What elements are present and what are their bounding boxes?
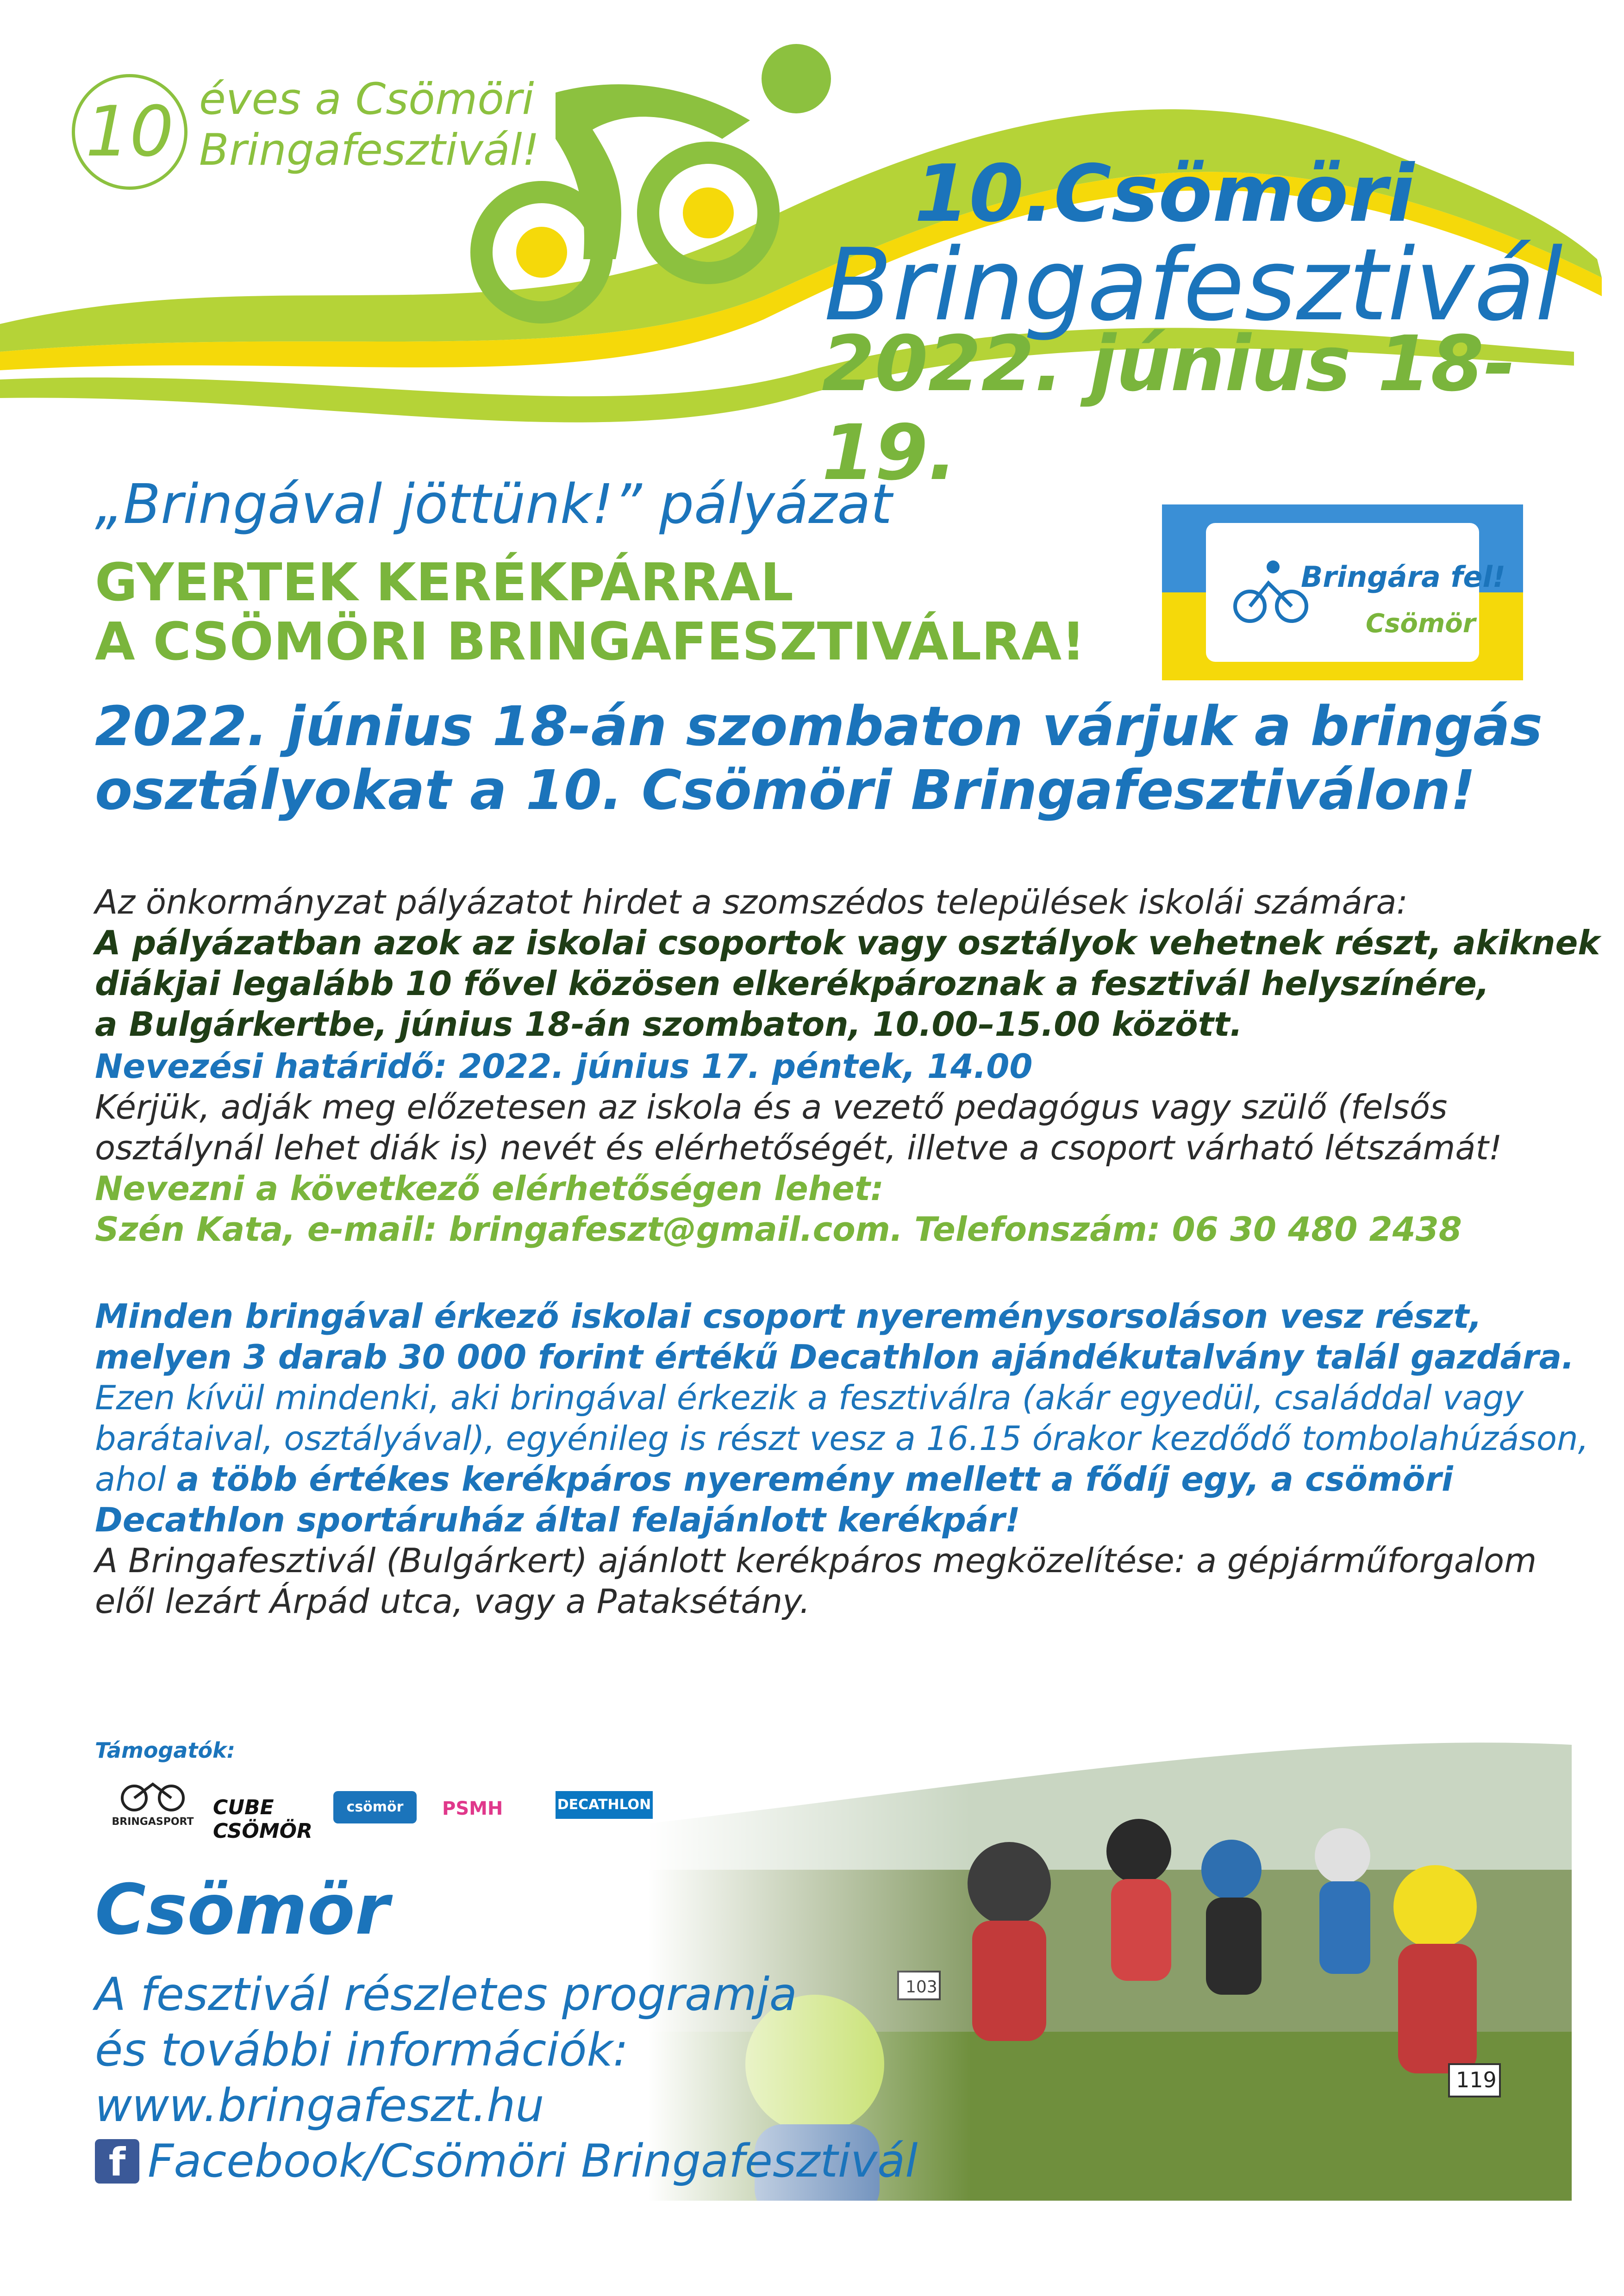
supporters-label: Támogatók:: [95, 1738, 236, 1763]
sponsor-cube-logo: CUBE CSÖMÖR: [213, 1796, 312, 1843]
footer-facebook-link[interactable]: [95, 2134, 918, 2189]
festival-date: 2022. június 18-19.: [822, 319, 1516, 497]
body-extra-3: [95, 1459, 1453, 1500]
body-condition-1: A pályázatban azok az iskolai csoportok vagy osztályok vehetnek részt, akiknek: [95, 923, 1600, 962]
footer-line-1: A fesztivál részletes programja: [95, 1968, 797, 2021]
body-extra-2: barátaival, osztályával), egyénileg is részt vesz a 16.15 órakor kezdődő tombolahúzáson,: [95, 1419, 1589, 1458]
facebook-icon: f: [95, 2139, 139, 2184]
cyclists-photo: [648, 1731, 1572, 2201]
body-deadline: Nevezési határidő: 2022. június 17. péntek, 14.00: [95, 1047, 1033, 1086]
body-request-2: osztálynál lehet diák is) nevét és elérhetőségét, illetve a csoport várható létszámát!: [95, 1128, 1502, 1167]
festival-number: 10.: [914, 148, 1054, 240]
footer-website-link[interactable]: www.bringafeszt.hu: [95, 2079, 544, 2132]
bringara-fel-text: Bringára fel!: [1301, 560, 1505, 594]
sponsor-bringasport-text: BRINGASPORT: [112, 1816, 194, 1828]
festival-title-top: [914, 148, 1414, 240]
footer-line-2: és további információk:: [95, 2024, 629, 2077]
anniversary-line-1: éves a Csömöri: [199, 74, 534, 124]
sponsor-decathlon-logo: DECATHLON: [556, 1791, 653, 1819]
body-contact-1: Nevezni a következő elérhetőségen lehet:: [95, 1169, 884, 1208]
bringara-fel-brand: Csömör: [1366, 609, 1476, 639]
festival-name: Bringafesztivál: [824, 227, 1563, 343]
body-extra-4: Decathlon sportáruház által felajánlott kerékpár!: [95, 1500, 1020, 1539]
anniversary-line-2: Bringafesztivál!: [199, 125, 540, 175]
sponsor-psmh-logo: PSMH: [442, 1798, 503, 1819]
body-contact-2: Szén Kata, e-mail: bringafeszt@gmail.com. Telefonszám: 06 30 480 2438: [95, 1210, 1462, 1249]
contest-subheadline: [95, 694, 1543, 822]
body-route-2: elől lezárt Árpád utca, vagy a Pataksétány.: [95, 1582, 811, 1621]
body-extra-3-lead: ahol: [95, 1460, 177, 1499]
body-condition-3: a Bulgárkertbe, június 18-án szombaton, 10.00–15.00 között.: [95, 1005, 1243, 1044]
body-extra-3-bold: a több értékes kerékpáros nyeremény mellett a fődíj egy, a csömöri: [176, 1460, 1453, 1499]
body-request-1: Kérjük, adják meg előzetesen az iskola és a vezető pedagógus vagy szülő (felsős: [95, 1088, 1448, 1126]
anniversary-text: [199, 74, 539, 176]
body-prize-2: melyen 3 darab 30 000 forint értékű Decathlon ajándékutalvány talál gazdára.: [95, 1338, 1574, 1376]
csomor-logo: Csömör: [95, 1870, 389, 1950]
contest-headline: [95, 553, 1085, 672]
body-condition-2: diákjai legalább 10 fővel közösen elkerékpároznak a fesztivál helyszínére,: [95, 964, 1490, 1003]
anniversary-badge: 10: [72, 74, 187, 190]
contest-subheadline-line-1: 2022. június 18-án szombaton várjuk a bringás: [95, 694, 1543, 758]
sponsor-csomor-sport-logo: csömör sport: [333, 1791, 417, 1823]
festival-town: Csömöri: [1054, 148, 1414, 240]
body-extra-1: Ezen kívül mindenki, aki bringával érkezik a fesztiválra (akár egyedül, családdal vagy: [95, 1378, 1524, 1417]
contest-headline-line-1: GYERTEK KERÉKPÁRRAL: [95, 553, 793, 613]
sponsor-bringasport-logo: [106, 1782, 199, 1833]
contest-title: „Bringával jöttünk!” pályázat: [95, 472, 892, 536]
contest-headline-line-2: A CSÖMÖRI BRINGAFESZTIVÁLRA!: [95, 612, 1086, 672]
body-prize-1: Minden bringával érkező iskolai csoport nyereménysorsoláson vesz részt,: [95, 1297, 1482, 1336]
footer-facebook-text: Facebook/Csömöri Bringafesztivál: [148, 2135, 918, 2188]
bringara-fel-logo: [1162, 504, 1523, 680]
body-route-1: A Bringafesztivál (Bulgárkert) ajánlott kerékpáros megközelítése: a gépjárműforgalom: [95, 1541, 1537, 1580]
contest-subheadline-line-2: osztályokat a 10. Csömöri Bringafesztiválon!: [95, 758, 1476, 822]
body-intro: Az önkormányzat pályázatot hirdet a szomszédos települések iskolái számára:: [95, 883, 1408, 921]
